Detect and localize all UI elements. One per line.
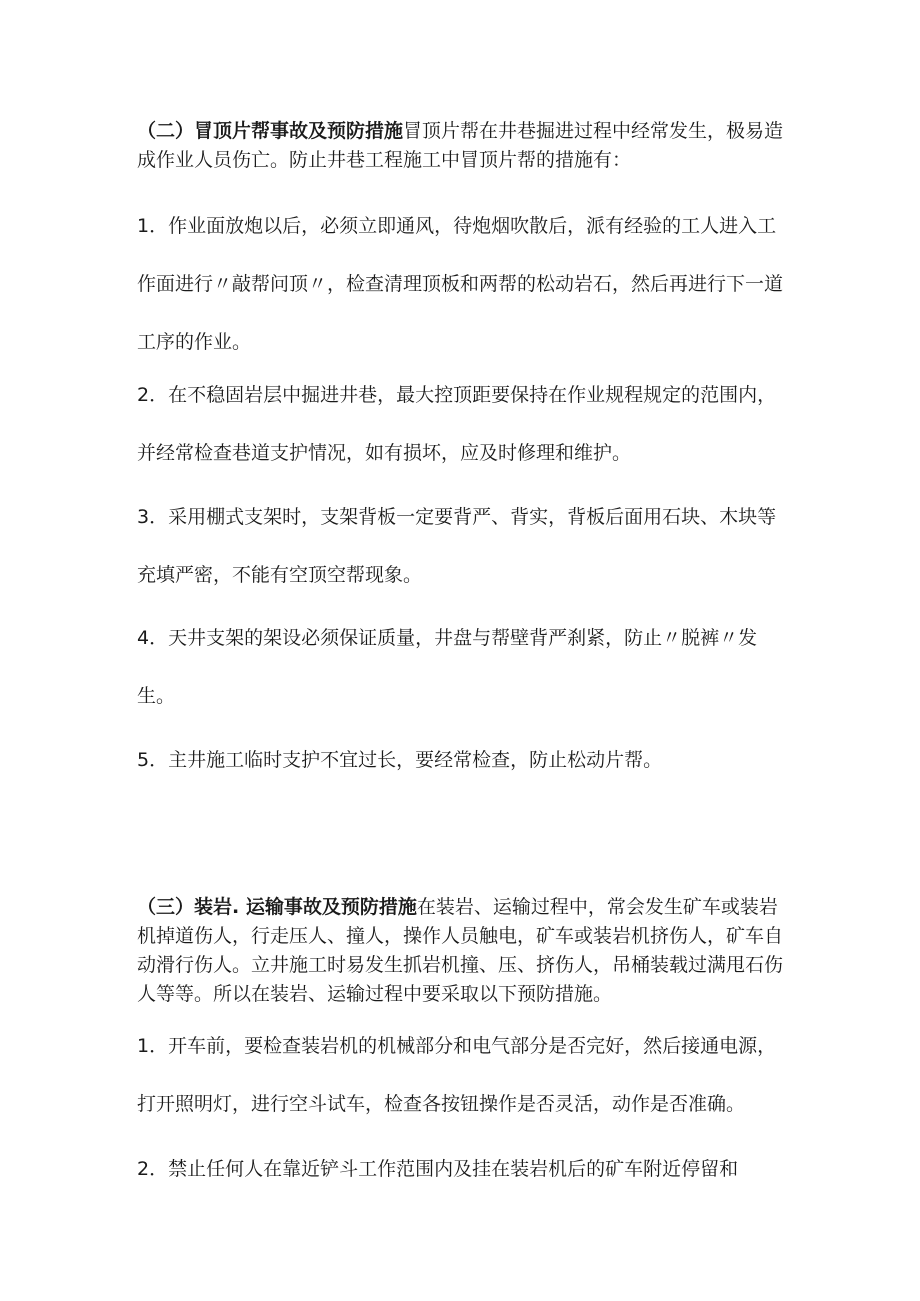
- item-text: ．在不稳固岩层中掘进井巷，最大控顶距要保持在作业规程规定的范围内，并经常检查巷道支护情况，如有损坏，应及时修理和维护。: [137, 384, 777, 464]
- item-text: ．禁止任何人在靠近铲斗工作范围内及挂在装岩机后的矿车附近停留和: [149, 1158, 739, 1180]
- section-2-intro-paragraph: [137, 117, 789, 175]
- item-text: ．作业面放炮以后，必须立即通风，待炮烟吹散后，派有经验的工人进入工作面进行〃敲帮问顶〃，检查清理顶板和两帮的松动岩石，然后再进行下一道工序的作业。: [137, 215, 784, 353]
- section-3-intro-text: 在装岩、运输过程中，常会发生矿车或装岩机掉道伤人，行走压人、撞人，操作人员触电，矿车或装岩机挤伤人，矿车自动滑行伤人。立井施工时易发生抓岩机撞、压、挤伤人，吊桶装载过满甩石伤人等等。所以在装岩、运输过程中要采取以下预防措施。: [137, 896, 784, 1005]
- item-number: 1: [137, 215, 150, 237]
- item-text: ．采用棚式支架时，支架背板一定要背严、背实，背板后面用石块、木块等充填严密，不能有空顶空帮现象。: [137, 506, 777, 586]
- section-3-item-1: [137, 1017, 789, 1133]
- section-2-item-3: [137, 488, 789, 604]
- item-number: 1: [137, 1035, 150, 1057]
- section-3-intro-paragraph: [137, 893, 789, 1009]
- item-number: 4: [137, 627, 150, 649]
- item-text: ．开车前，要检查装岩机的机械部分和电气部分是否完好，然后接通电源，打开照明灯，进行空斗试车，检查各按钮操作是否灵活，动作是否准确。: [137, 1035, 777, 1115]
- section-2-item-1: [137, 197, 789, 371]
- section-2-item-2: [137, 366, 789, 482]
- section-2-intro-text: 冒顶片帮在井巷掘进过程中经常发生，极易造成作业人员伤亡。防止井巷工程施工中冒顶片帮的措施有：: [137, 120, 784, 171]
- item-number: 2: [137, 384, 150, 406]
- section-3-heading: （三）装岩. 运输事故及预防措施: [137, 896, 417, 918]
- section-2-item-5: [137, 731, 789, 789]
- item-number: 2: [137, 1158, 150, 1180]
- section-3-item-2: [137, 1140, 789, 1198]
- item-number: 3: [137, 506, 150, 528]
- section-2-heading: （二）冒顶片帮事故及预防措施: [137, 120, 404, 142]
- section-2-item-4: [137, 609, 789, 725]
- item-text: ．天井支架的架设必须保证质量，井盘与帮壁背严刹紧，防止〃脱裤〃发生。: [137, 627, 758, 707]
- item-text: ．主井施工临时支护不宜过长，要经常检查，防止松动片帮。: [149, 749, 663, 771]
- item-number: 5: [137, 749, 150, 771]
